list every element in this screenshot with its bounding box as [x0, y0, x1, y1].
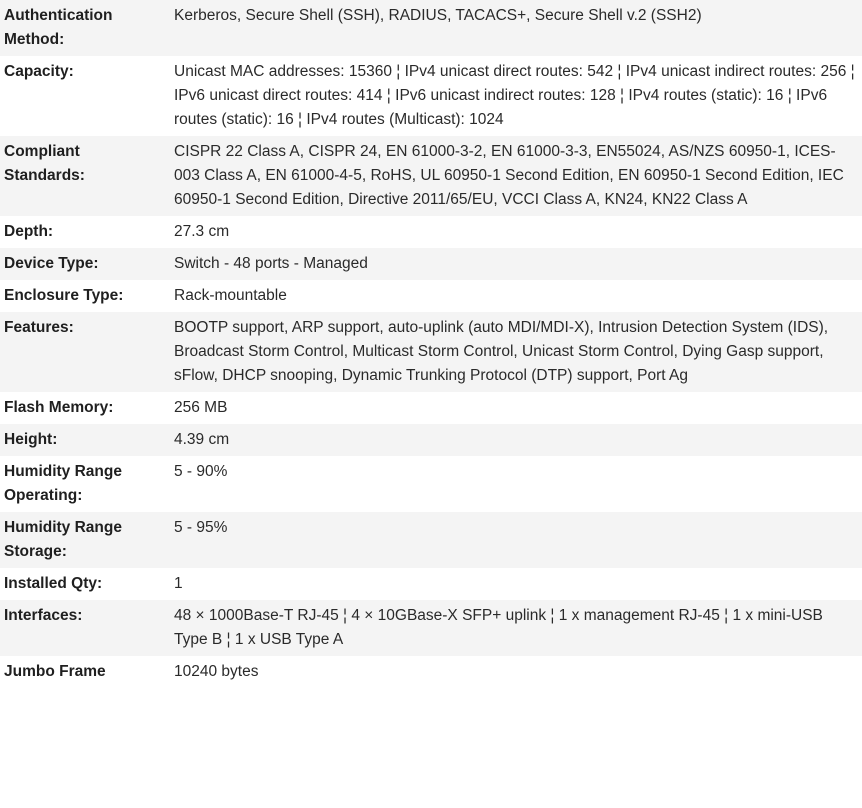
- spec-label: Device Type:: [0, 248, 170, 280]
- spec-row-enclosure-type: [0, 280, 862, 312]
- spec-label: Enclosure Type:: [0, 280, 170, 312]
- spec-value: Rack-mountable: [170, 280, 862, 312]
- spec-label: Height:: [0, 424, 170, 456]
- spec-value: 5 - 95%: [170, 512, 862, 568]
- spec-row-features: [0, 312, 862, 392]
- spec-label: Flash Memory:: [0, 392, 170, 424]
- spec-row-capacity: [0, 56, 862, 136]
- spec-value: BOOTP support, ARP support, auto-uplink (auto MDI/MDI-X), Intrusion Detection System (IDS), Broadcast Storm Control, Multicast Storm Control, Unicast Storm Control, Dying Gasp support, sFlow, DHCP snooping, Dynamic Trunking Protocol (DTP) support, Port Ag: [170, 312, 862, 392]
- spec-value: 5 - 90%: [170, 456, 862, 512]
- spec-row-compliant-standards: [0, 136, 862, 216]
- spec-label: Authentication Method:: [0, 0, 170, 56]
- spec-row-device-type: [0, 248, 862, 280]
- spec-row-interfaces: [0, 600, 862, 656]
- spec-label: Installed Qty:: [0, 568, 170, 600]
- spec-label: Humidity Range Storage:: [0, 512, 170, 568]
- spec-value: 10240 bytes: [170, 656, 862, 688]
- spec-value: 256 MB: [170, 392, 862, 424]
- spec-label: Compliant Standards:: [0, 136, 170, 216]
- spec-value: Switch - 48 ports - Managed: [170, 248, 862, 280]
- spec-value: CISPR 22 Class A, CISPR 24, EN 61000-3-2, EN 61000-3-3, EN55024, AS/NZS 60950-1, ICES-003 Class A, EN 61000-4-5, RoHS, UL 60950-1 Second Edition, EN 60950-1 Second Edition, IEC 60950-1 Second Edition, Directive 2011/65/EU, VCCI Class A, KN24, KN22 Class A: [170, 136, 862, 216]
- spec-value: 27.3 cm: [170, 216, 862, 248]
- spec-label: Features:: [0, 312, 170, 392]
- spec-label: Humidity Range Operating:: [0, 456, 170, 512]
- spec-value: 4.39 cm: [170, 424, 862, 456]
- spec-value: 48 × 1000Base-T RJ-45 ¦ 4 × 10GBase-X SFP+ uplink ¦ 1 x management RJ-45 ¦ 1 x mini-USB Type B ¦ 1 x USB Type A: [170, 600, 862, 656]
- spec-label: Interfaces:: [0, 600, 170, 656]
- spec-value: Unicast MAC addresses: 15360 ¦ IPv4 unicast direct routes: 542 ¦ IPv4 unicast indirect routes: 256 ¦ IPv6 unicast direct routes: 414 ¦ IPv6 unicast indirect routes: 128 ¦ IPv4 routes (static): 16 ¦ IPv6 routes (static): 16 ¦ IPv4 routes (Multicast): 1024: [170, 56, 862, 136]
- spec-row-depth: [0, 216, 862, 248]
- spec-row-humidity-storage: [0, 512, 862, 568]
- spec-row-flash-memory: [0, 392, 862, 424]
- spec-value: 1: [170, 568, 862, 600]
- spec-label: Capacity:: [0, 56, 170, 136]
- spec-row-jumbo-frame: [0, 656, 862, 688]
- spec-row-installed-qty: [0, 568, 862, 600]
- spec-label: Jumbo Frame: [0, 656, 170, 688]
- spec-value: Kerberos, Secure Shell (SSH), RADIUS, TACACS+, Secure Shell v.2 (SSH2): [170, 0, 862, 56]
- spec-row-height: [0, 424, 862, 456]
- spec-row-authentication-method: [0, 0, 862, 56]
- spec-label: Depth:: [0, 216, 170, 248]
- spec-row-humidity-operating: [0, 456, 862, 512]
